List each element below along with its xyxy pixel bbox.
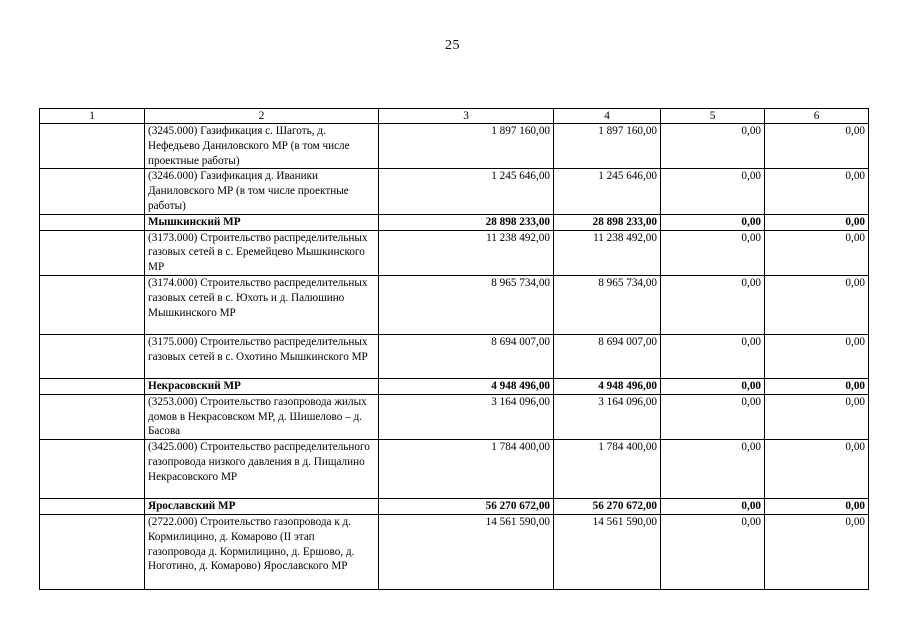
amount-col3-cell: 56 270 672,00: [379, 499, 554, 515]
amount-col6-cell: 0,00: [765, 275, 869, 334]
project-description-cell: (3174.000) Строительство распределительных газовых сетей в с. Юхоть и д. Палюшино Мышкинского МР: [145, 275, 379, 334]
amount-col5-cell: 0,00: [661, 169, 765, 214]
amount-col3-cell: 1 897 160,00: [379, 124, 554, 169]
table-row: [40, 275, 869, 334]
amount-col5-cell: 0,00: [661, 440, 765, 499]
amount-col5-cell: 0,00: [661, 230, 765, 275]
amount-col6-cell: 0,00: [765, 440, 869, 499]
column-header-5: 5: [661, 109, 765, 124]
header-row: [40, 109, 869, 124]
amount-col6-cell: 0,00: [765, 334, 869, 378]
project-description-cell: (3173.000) Строительство распределительных газовых сетей в с. Еремейцево Мышкинского МР: [145, 230, 379, 275]
amount-col6-cell: 0,00: [765, 378, 869, 394]
project-description-cell: (3246.000) Газификация д. Иваники Даниловского МР (в том числе проектные работы): [145, 169, 379, 214]
table-row: [40, 440, 869, 499]
table-row: [40, 514, 869, 589]
amount-col3-cell: 28 898 233,00: [379, 214, 554, 230]
row-number-cell: [40, 499, 145, 515]
column-header-1: 1: [40, 109, 145, 124]
amount-col6-cell: 0,00: [765, 514, 869, 589]
amount-col4-cell: 4 948 496,00: [554, 378, 661, 394]
amount-col4-cell: 11 238 492,00: [554, 230, 661, 275]
amount-col4-cell: 8 965 734,00: [554, 275, 661, 334]
row-number-cell: [40, 275, 145, 334]
amount-col5-cell: 0,00: [661, 499, 765, 515]
table-row: [40, 124, 869, 169]
row-number-cell: [40, 334, 145, 378]
amount-col3-cell: 1 245 646,00: [379, 169, 554, 214]
group-total-row: [40, 214, 869, 230]
row-number-cell: [40, 394, 145, 439]
project-description-cell: (3253.000) Строительство газопровода жилых домов в Некрасовском МР, д. Шишелово – д. Басова: [145, 394, 379, 439]
table-row: [40, 394, 869, 439]
amount-col5-cell: 0,00: [661, 275, 765, 334]
table-body: [40, 124, 869, 590]
amount-col6-cell: 0,00: [765, 124, 869, 169]
district-name-cell: Ярославский МР: [145, 499, 379, 515]
row-number-cell: [40, 230, 145, 275]
row-number-cell: [40, 214, 145, 230]
amount-col3-cell: 1 784 400,00: [379, 440, 554, 499]
amount-col4-cell: 56 270 672,00: [554, 499, 661, 515]
column-header-4: 4: [554, 109, 661, 124]
amount-col5-cell: 0,00: [661, 334, 765, 378]
row-number-cell: [40, 378, 145, 394]
amount-col3-cell: 8 694 007,00: [379, 334, 554, 378]
project-description-cell: (2722.000) Строительство газопровода к д. Кормилицино, д. Комарово (II этап газопровода д. Кормилицино, д. Ершово, д. Ноготино, д. Комарово) Ярославского МР: [145, 514, 379, 589]
amount-col5-cell: 0,00: [661, 214, 765, 230]
amount-col6-cell: 0,00: [765, 394, 869, 439]
amount-col4-cell: 1 245 646,00: [554, 169, 661, 214]
amount-col5-cell: 0,00: [661, 124, 765, 169]
amount-col6-cell: 0,00: [765, 169, 869, 214]
row-number-cell: [40, 124, 145, 169]
row-number-cell: [40, 514, 145, 589]
amount-col4-cell: 3 164 096,00: [554, 394, 661, 439]
group-total-row: [40, 378, 869, 394]
amount-col6-cell: 0,00: [765, 214, 869, 230]
amount-col3-cell: 11 238 492,00: [379, 230, 554, 275]
project-description-cell: (3245.000) Газификация с. Шаготь, д. Нефедьево Даниловского МР (в том числе проектные работы): [145, 124, 379, 169]
district-name-cell: Мышкинский МР: [145, 214, 379, 230]
amount-col4-cell: 1 897 160,00: [554, 124, 661, 169]
table-row: [40, 334, 869, 378]
group-total-row: [40, 499, 869, 515]
amount-col3-cell: 3 164 096,00: [379, 394, 554, 439]
table-header: [40, 109, 869, 124]
amount-col5-cell: 0,00: [661, 514, 765, 589]
amount-col4-cell: 8 694 007,00: [554, 334, 661, 378]
page-number: 25: [445, 38, 460, 53]
amount-col3-cell: 14 561 590,00: [379, 514, 554, 589]
column-header-3: 3: [379, 109, 554, 124]
amount-col5-cell: 0,00: [661, 394, 765, 439]
table-row: [40, 230, 869, 275]
row-number-cell: [40, 169, 145, 214]
project-description-cell: (3425.000) Строительство распределительного газопровода низкого давления в д. Пищалино Некрасовского МР: [145, 440, 379, 499]
amount-col4-cell: 28 898 233,00: [554, 214, 661, 230]
project-description-cell: (3175.000) Строительство распределительных газовых сетей в с. Охотино Мышкинского МР: [145, 334, 379, 378]
amount-col6-cell: 0,00: [765, 230, 869, 275]
budget-table: [39, 108, 869, 590]
amount-col5-cell: 0,00: [661, 378, 765, 394]
amount-col4-cell: 1 784 400,00: [554, 440, 661, 499]
amount-col6-cell: 0,00: [765, 499, 869, 515]
row-number-cell: [40, 440, 145, 499]
amount-col3-cell: 4 948 496,00: [379, 378, 554, 394]
district-name-cell: Некрасовский МР: [145, 378, 379, 394]
amount-col3-cell: 8 965 734,00: [379, 275, 554, 334]
amount-col4-cell: 14 561 590,00: [554, 514, 661, 589]
column-header-2: 2: [145, 109, 379, 124]
table-row: [40, 169, 869, 214]
column-header-6: 6: [765, 109, 869, 124]
